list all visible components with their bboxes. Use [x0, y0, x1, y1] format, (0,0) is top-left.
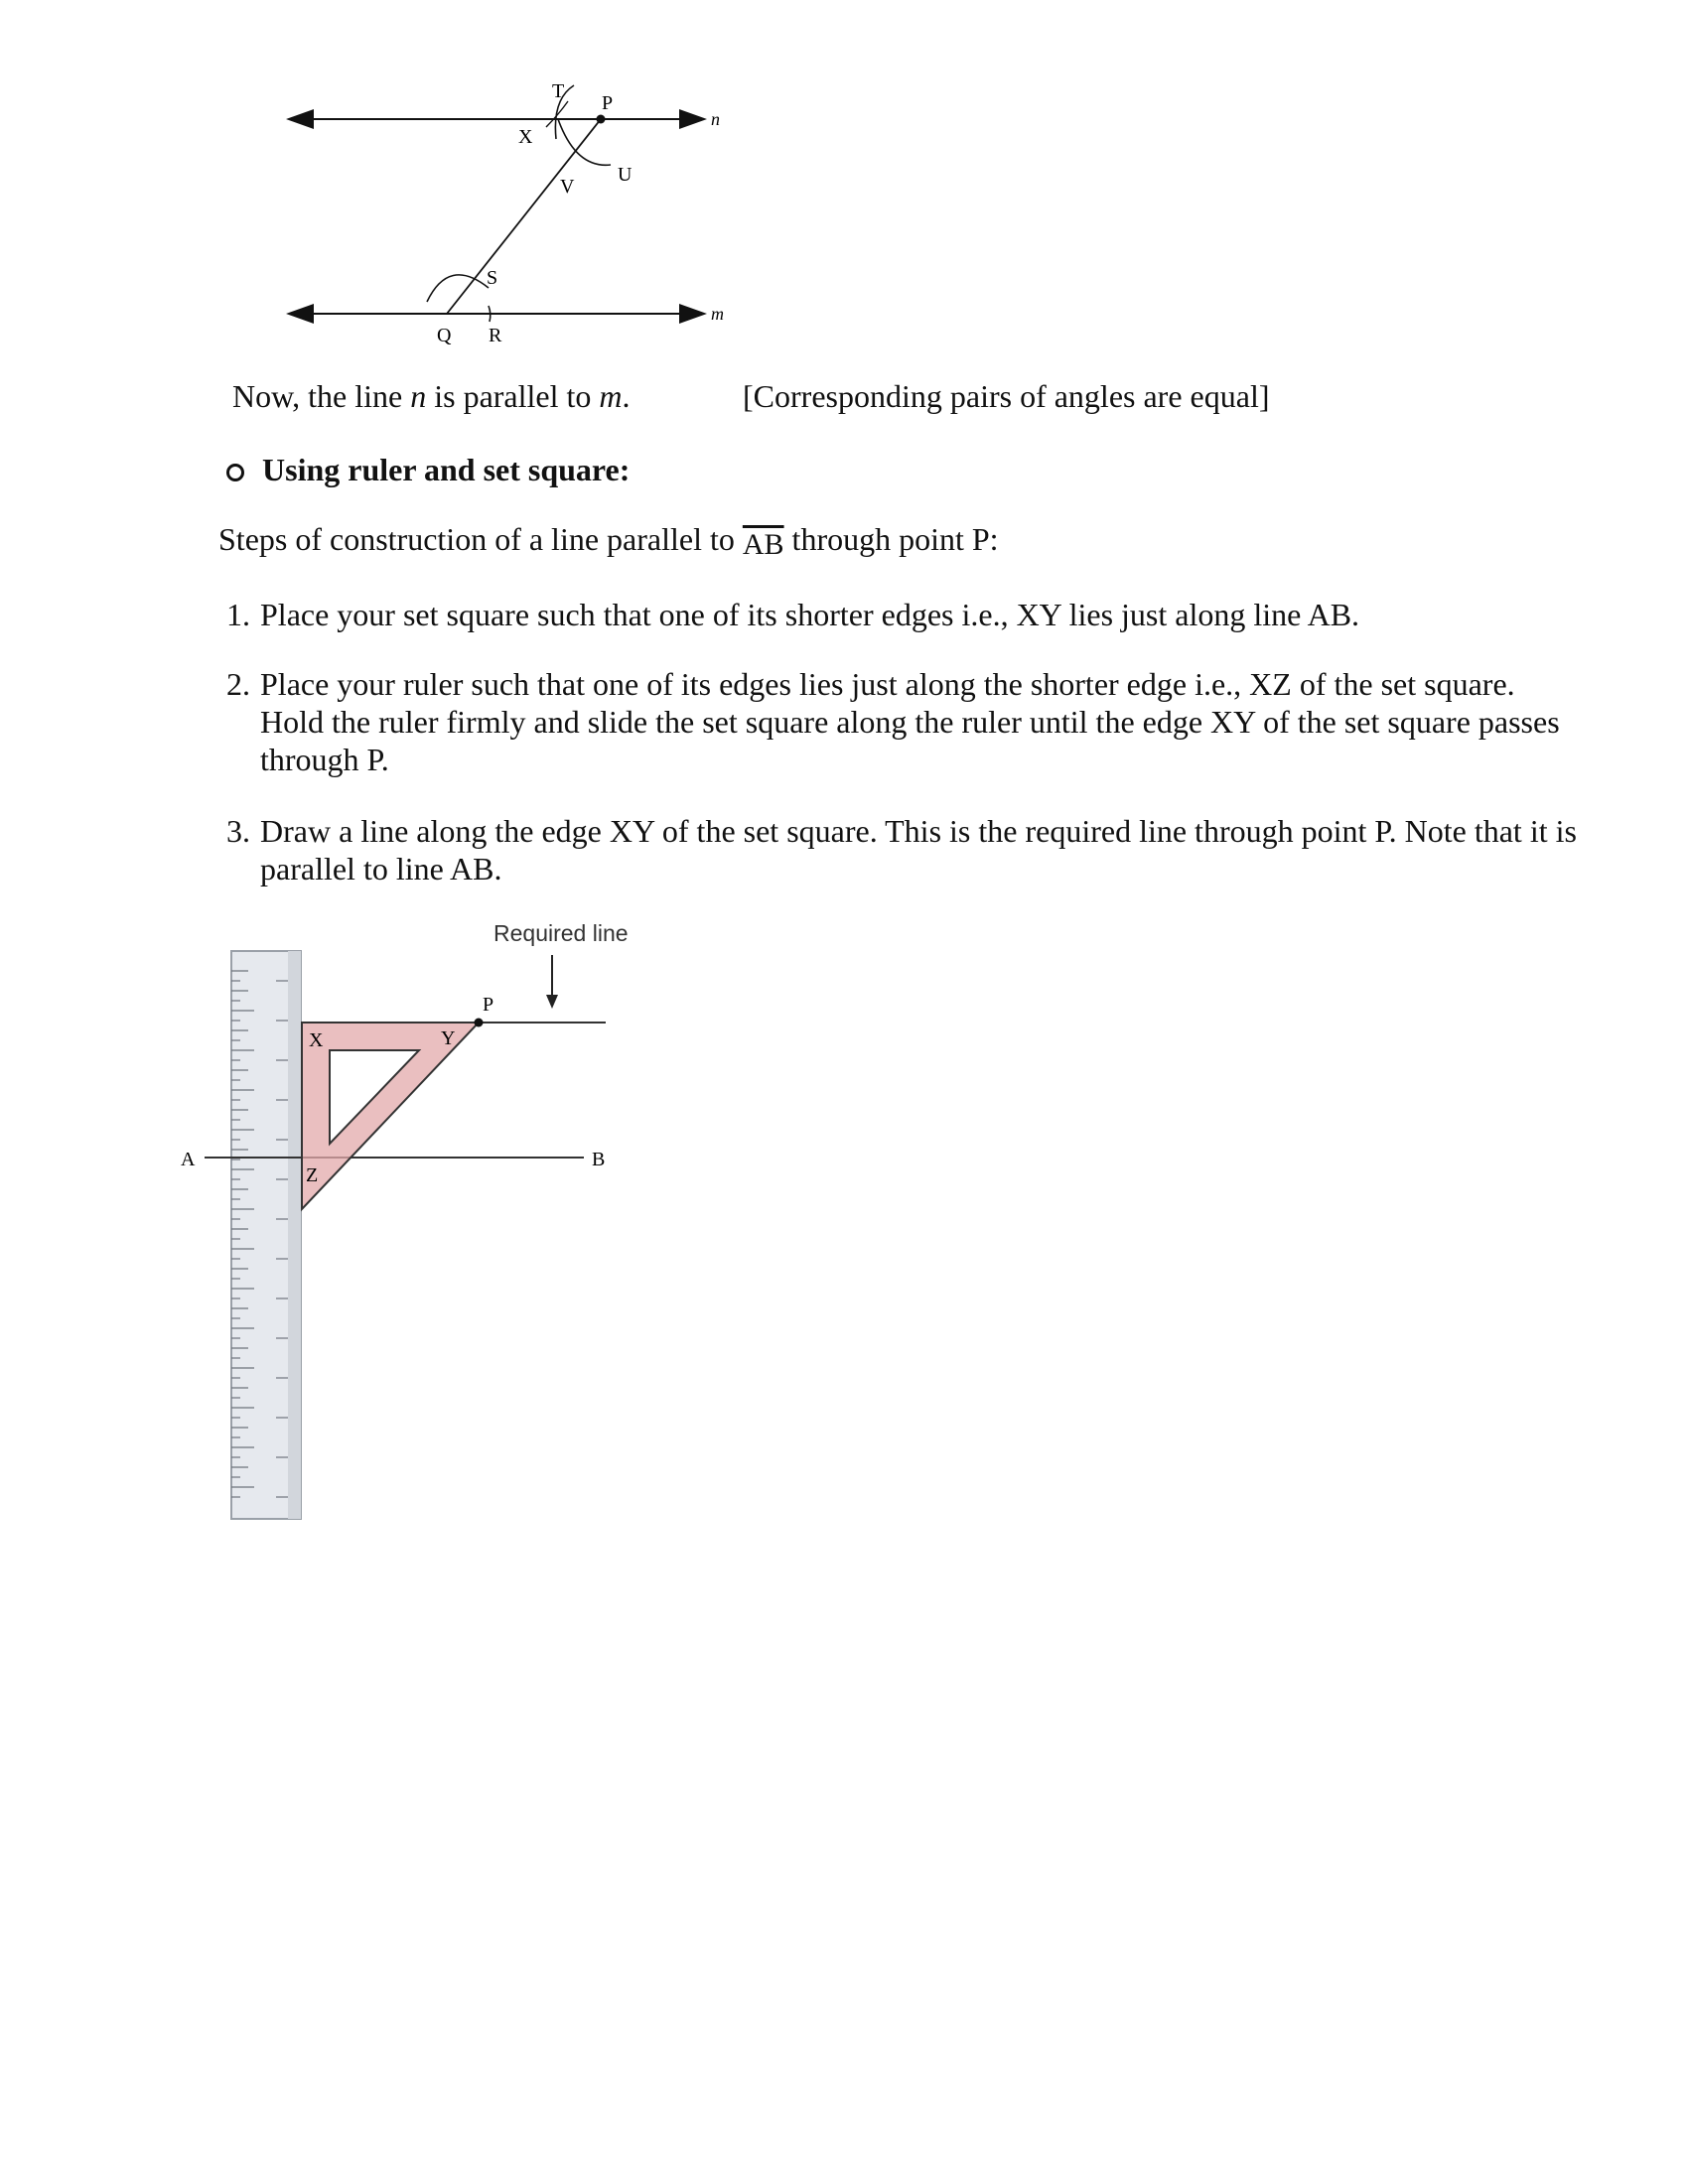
ruler-edge-strip [288, 951, 301, 1519]
label-x: X [518, 126, 533, 148]
label-r: R [489, 325, 502, 346]
step-3-number: 3. [226, 813, 250, 849]
label-y2: Y [441, 1027, 456, 1049]
label-p2: P [483, 994, 494, 1016]
steps-intro [218, 520, 999, 560]
conclusion-text-1: Now, the line [232, 378, 411, 414]
step-1-text: Place your set square such that one of its shorter edges i.e., XY lies just along line AB. [260, 597, 1360, 632]
label-u: U [618, 164, 633, 186]
label-m: m [711, 304, 724, 324]
section-heading: Using ruler and set square: [262, 452, 631, 487]
required-line-arrowhead [546, 995, 558, 1009]
label-b: B [592, 1149, 606, 1170]
set-square [302, 1023, 479, 1209]
step-1-number: 1. [226, 597, 250, 632]
label-a: A [181, 1149, 196, 1170]
conclusion-text-2: is parallel to [426, 378, 600, 414]
point-p [597, 115, 606, 124]
required-line-label: Required line [493, 920, 629, 946]
point-p2 [475, 1019, 484, 1027]
steps-intro-after: through point P: [783, 521, 999, 557]
label-x2: X [309, 1029, 324, 1051]
conclusion-statement [232, 377, 631, 415]
step-2-number: 2. [226, 666, 250, 702]
conclusion-text-3: . [622, 378, 631, 414]
label-q: Q [437, 325, 452, 346]
conclusion-line-n: n [410, 378, 427, 414]
label-z2: Z [306, 1164, 319, 1186]
construction-figure-compass [278, 69, 755, 357]
transversal [447, 119, 601, 314]
step-3-text: Draw a line along the edge XY of the set square. This is the required line through point P. Note that it is parallel to line AB. [260, 813, 1577, 887]
label-v: V [560, 176, 575, 198]
arc-at-q [427, 275, 489, 302]
label-p: P [602, 92, 614, 114]
conclusion-line-m: m [599, 378, 623, 414]
label-s: S [487, 267, 498, 289]
step-2-text: Place your ruler such that one of its edges lies just along the shorter edge i.e., XZ of the set square. Hold the ruler firmly and slide the set square along the ruler until the edge XY of the set square passes through P. [260, 666, 1560, 777]
construction-figure-set-square [169, 911, 645, 1527]
steps-intro-before: Steps of construction of a line parallel to [218, 521, 743, 557]
conclusion-reason: [Corresponding pairs of angles are equal] [743, 378, 1270, 414]
label-n: n [711, 109, 720, 129]
segment-ab: $\overline{AB}$ [742, 528, 784, 561]
arc-through-v [558, 119, 611, 165]
label-t: T [552, 80, 565, 102]
section-bullet [226, 464, 244, 481]
